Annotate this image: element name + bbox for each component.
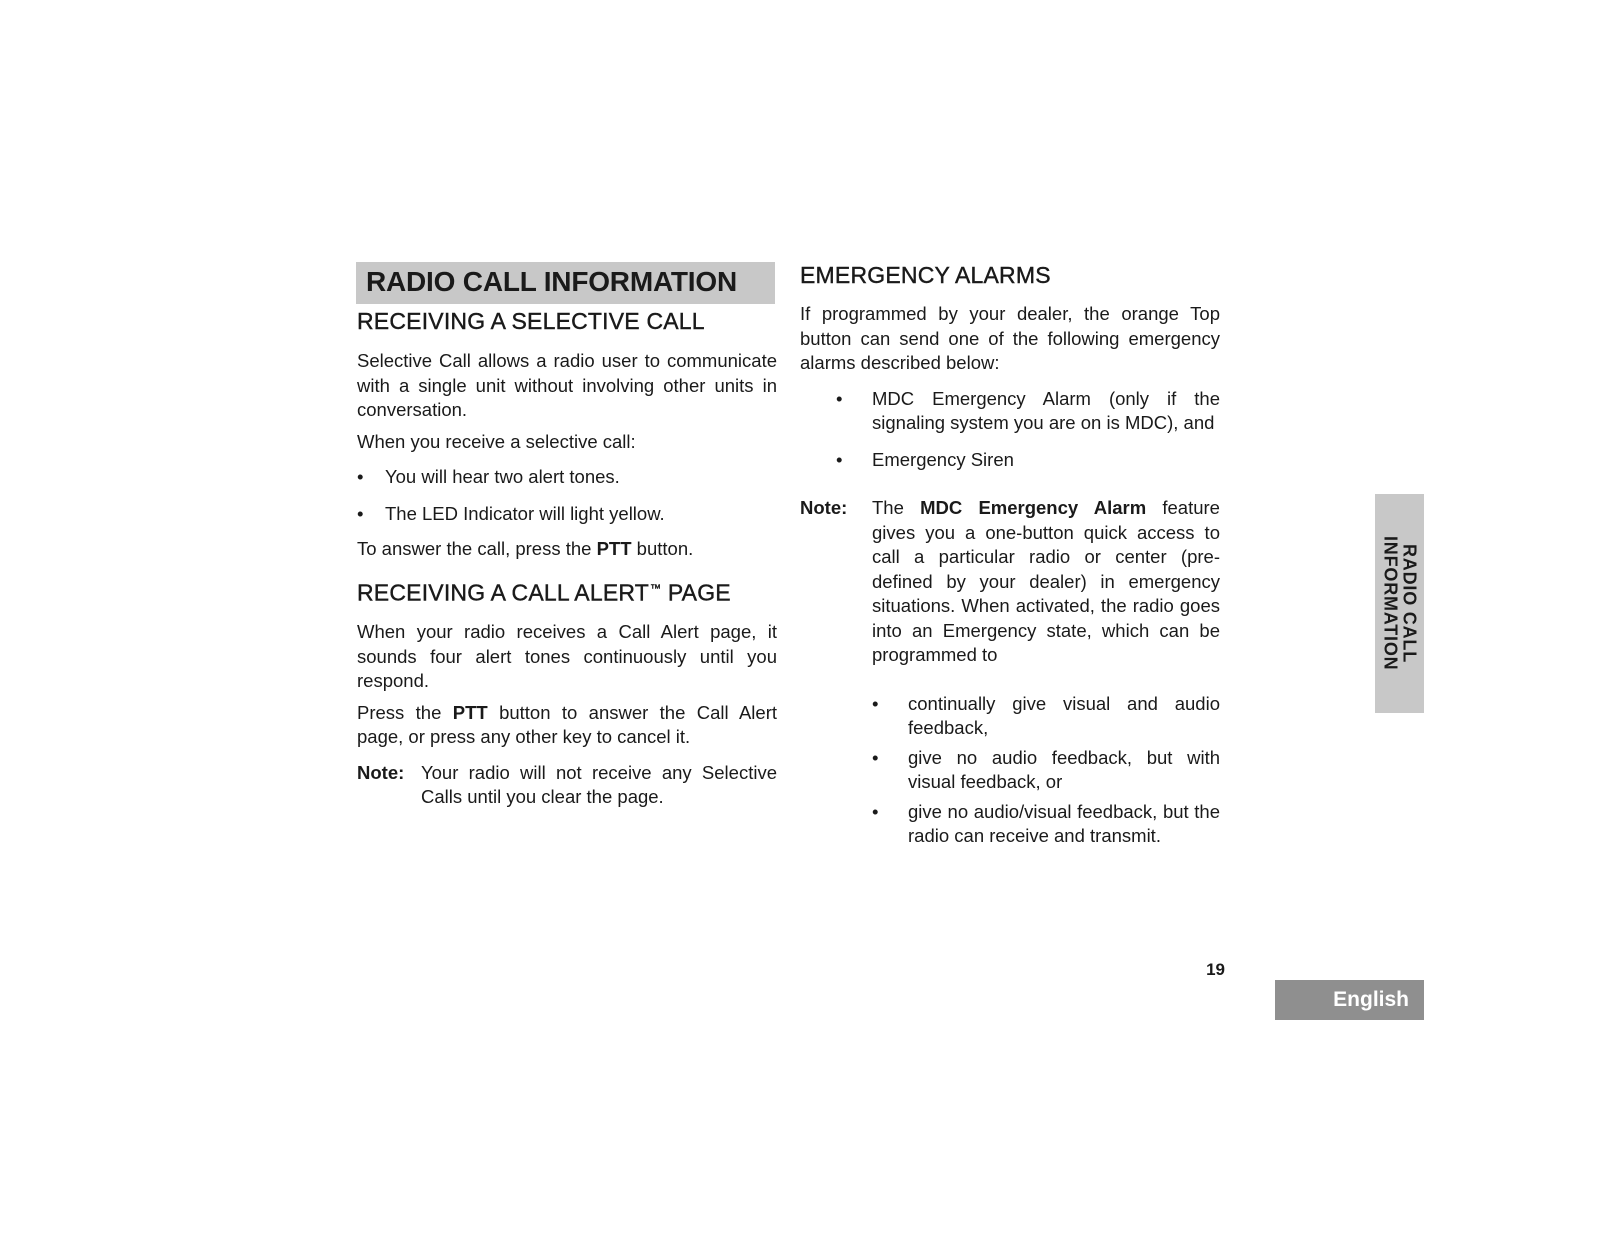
bullet-icon: • <box>872 746 879 768</box>
list-item: • give no audio feedback, but with visual feedback, or <box>872 746 1220 792</box>
list-item: • The LED Indicator will light yellow. <box>357 502 777 527</box>
emergency-bullets <box>800 387 1220 473</box>
emergency-note <box>800 496 1220 668</box>
bullet-icon: • <box>836 387 843 409</box>
note-label: Note: <box>357 761 405 783</box>
heading-receiving-call-alert: RECEIVING A CALL ALERT™ PAGE <box>357 579 731 606</box>
heading-receiving-selective-call: RECEIVING A SELECTIVE CALL <box>357 308 705 334</box>
emergency-sub-bullets <box>800 692 1220 849</box>
bullet-icon: • <box>872 692 879 714</box>
bullet-icon: • <box>872 800 879 822</box>
section-title: RADIO CALL INFORMATION <box>356 262 775 304</box>
side-tab-line-2: INFORMATION <box>1380 536 1401 671</box>
list-item: • Emergency Siren <box>800 448 1220 473</box>
heading-emergency-alarms: EMERGENCY ALARMS <box>800 262 1051 288</box>
note-body: The MDC Emergency Alarm feature gives you a one-button quick access to call a particular radio or center (pre-defined by your dealer) in emergency situations. When activated, the radio goes into an Emergency state, which can be programmed to <box>872 497 1220 665</box>
side-section-tab <box>1375 494 1424 713</box>
call-alert-note <box>357 761 777 810</box>
note-body: Your radio will not receive any Selective Calls until you clear the page. <box>421 761 777 808</box>
selective-call-bullets <box>357 465 777 526</box>
note-label: Note: <box>800 497 848 518</box>
language-tab: English <box>1275 980 1424 1020</box>
list-item: • continually give visual and audio feedback, <box>872 692 1220 738</box>
call-alert-intro: When your radio receives a Call Alert page, it sounds four alert tones continuously until you respond. <box>357 621 777 692</box>
bullet-icon: • <box>357 502 364 524</box>
selective-call-lead-in: When you receive a selective call: <box>357 430 636 452</box>
right-column <box>800 262 1220 849</box>
bullet-icon: • <box>357 466 364 487</box>
call-alert-press: Press the PTT button to answer the Call Alert page, or press any other key to cancel it. <box>357 701 777 748</box>
selective-call-answer: To answer the call, press the PTT button. <box>357 538 694 559</box>
side-tab-line-1: RADIO CALL <box>1399 543 1420 663</box>
emergency-intro: If programmed by your dealer, the orange Top button can send one of the following emergency alarms described below: <box>800 303 1220 373</box>
left-column <box>357 262 777 810</box>
list-item: • MDC Emergency Alarm (only if the signaling system you are on is MDC), and <box>836 387 1220 433</box>
selective-call-intro: Selective Call allows a radio user to communicate with a single unit without involving other units in conversation. <box>357 350 777 420</box>
page-number: 19 <box>1206 960 1225 979</box>
list-item: • You will hear two alert tones. <box>357 465 777 490</box>
trademark-symbol: ™ <box>650 582 662 595</box>
bullet-icon: • <box>836 448 843 470</box>
list-item: • give no audio/visual feedback, but the radio can receive and transmit. <box>872 800 1220 846</box>
